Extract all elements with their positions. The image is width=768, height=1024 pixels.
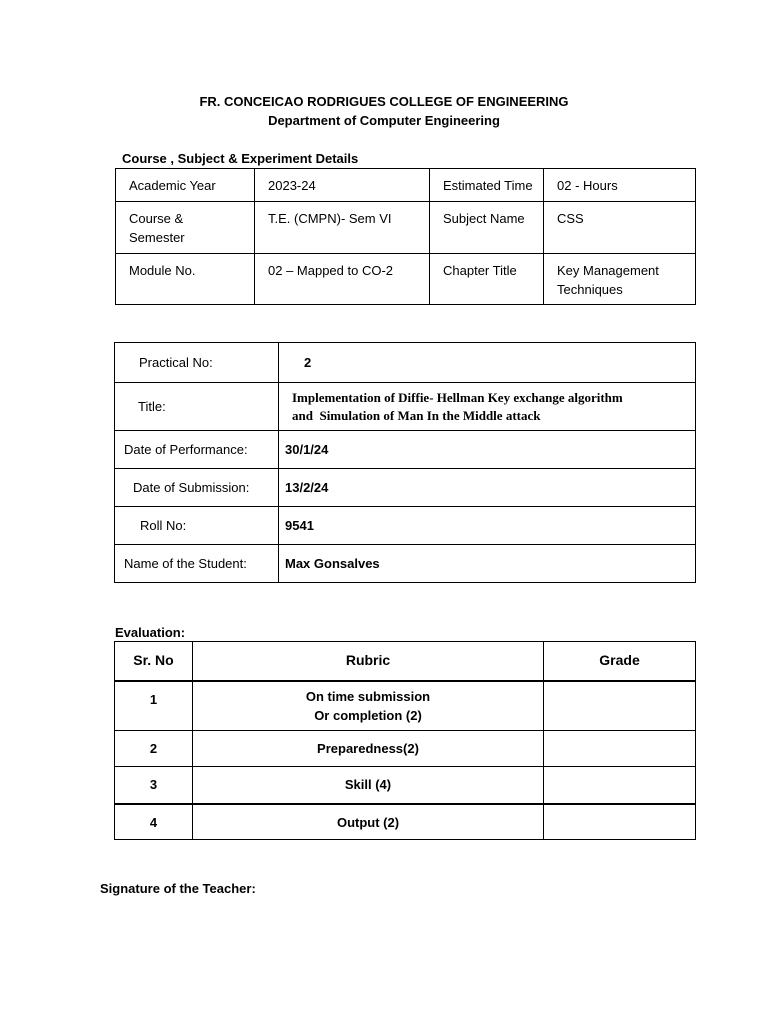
course-section-caption: Course , Subject & Experiment Details (122, 151, 359, 166)
evaluation-row (115, 731, 696, 767)
practical-label: Practical No: (115, 343, 279, 383)
practical-value: 13/2/24 (279, 469, 696, 507)
sr-no: 1 (115, 681, 193, 731)
course-value: T.E. (CMPN)- Sem VI (255, 202, 430, 254)
practical-value: 2 (279, 343, 696, 383)
grade-cell[interactable] (544, 804, 696, 840)
course-key: Academic Year (116, 169, 255, 202)
course-row (116, 169, 696, 202)
column-header: Rubric (193, 642, 544, 681)
college-name: FR. CONCEICAO RODRIGUES COLLEGE OF ENGINEERING (199, 94, 569, 109)
course-key: Subject Name (430, 202, 544, 254)
practical-row (115, 343, 696, 383)
title-line: and Simulation of Man In the Middle attack (292, 407, 541, 423)
course-key: Module No. (116, 254, 255, 305)
rubric: Skill (4) (193, 767, 544, 804)
practical-details-table (114, 342, 696, 583)
course-row (116, 202, 696, 254)
course-value: 02 - Hours (544, 169, 696, 202)
practical-row (115, 469, 696, 507)
evaluation-caption: Evaluation: (115, 625, 186, 640)
course-key: Course & Semester (116, 202, 255, 254)
rubric (193, 681, 544, 731)
column-header: Sr. No (115, 642, 193, 681)
column-header: Grade (544, 642, 696, 681)
rubric: Preparedness(2) (193, 731, 544, 767)
sr-no: 4 (115, 804, 193, 840)
sr-no: 2 (115, 731, 193, 767)
practical-row (115, 507, 696, 545)
practical-value: 9541 (279, 507, 696, 545)
course-value: Key Management Techniques (544, 254, 696, 305)
practical-label: Date of Submission: (115, 469, 279, 507)
course-key: Estimated Time (430, 169, 544, 202)
practical-row (115, 431, 696, 469)
evaluation-row (115, 804, 696, 840)
title-line: Implementation of Diffie- Hellman Key exchange algorithm (292, 389, 623, 405)
practical-label: Roll No: (115, 507, 279, 545)
grade-cell[interactable] (544, 681, 696, 731)
practical-label: Name of the Student: (115, 545, 279, 583)
practical-title-value (279, 383, 696, 431)
sr-no: 3 (115, 767, 193, 804)
practical-row (115, 383, 696, 431)
course-value: 02 – Mapped to CO-2 (255, 254, 430, 305)
evaluation-row (115, 681, 696, 731)
course-row (116, 254, 696, 305)
evaluation-bottom-line (114, 839, 696, 840)
grade-cell[interactable] (544, 767, 696, 804)
course-key: Chapter Title (430, 254, 544, 305)
evaluation-table (114, 641, 696, 840)
practical-label: Date of Performance: (115, 431, 279, 469)
grade-cell[interactable] (544, 731, 696, 767)
practical-value: Max Gonsalves (279, 545, 696, 583)
practical-label: Title: (115, 383, 279, 431)
practical-row (115, 545, 696, 583)
rubric-line: Or completion (2) (314, 707, 422, 723)
department-name: Department of Computer Engineering (268, 113, 500, 128)
teacher-signature-label: Signature of the Teacher: (100, 881, 256, 896)
course-value: 2023-24 (255, 169, 430, 202)
practical-value: 30/1/24 (279, 431, 696, 469)
rubric-line: On time submission (305, 688, 431, 704)
evaluation-row (115, 767, 696, 804)
evaluation-header-row (115, 642, 696, 681)
course-value: CSS (544, 202, 696, 254)
rubric: Output (2) (193, 804, 544, 840)
course-details-table (115, 168, 696, 305)
